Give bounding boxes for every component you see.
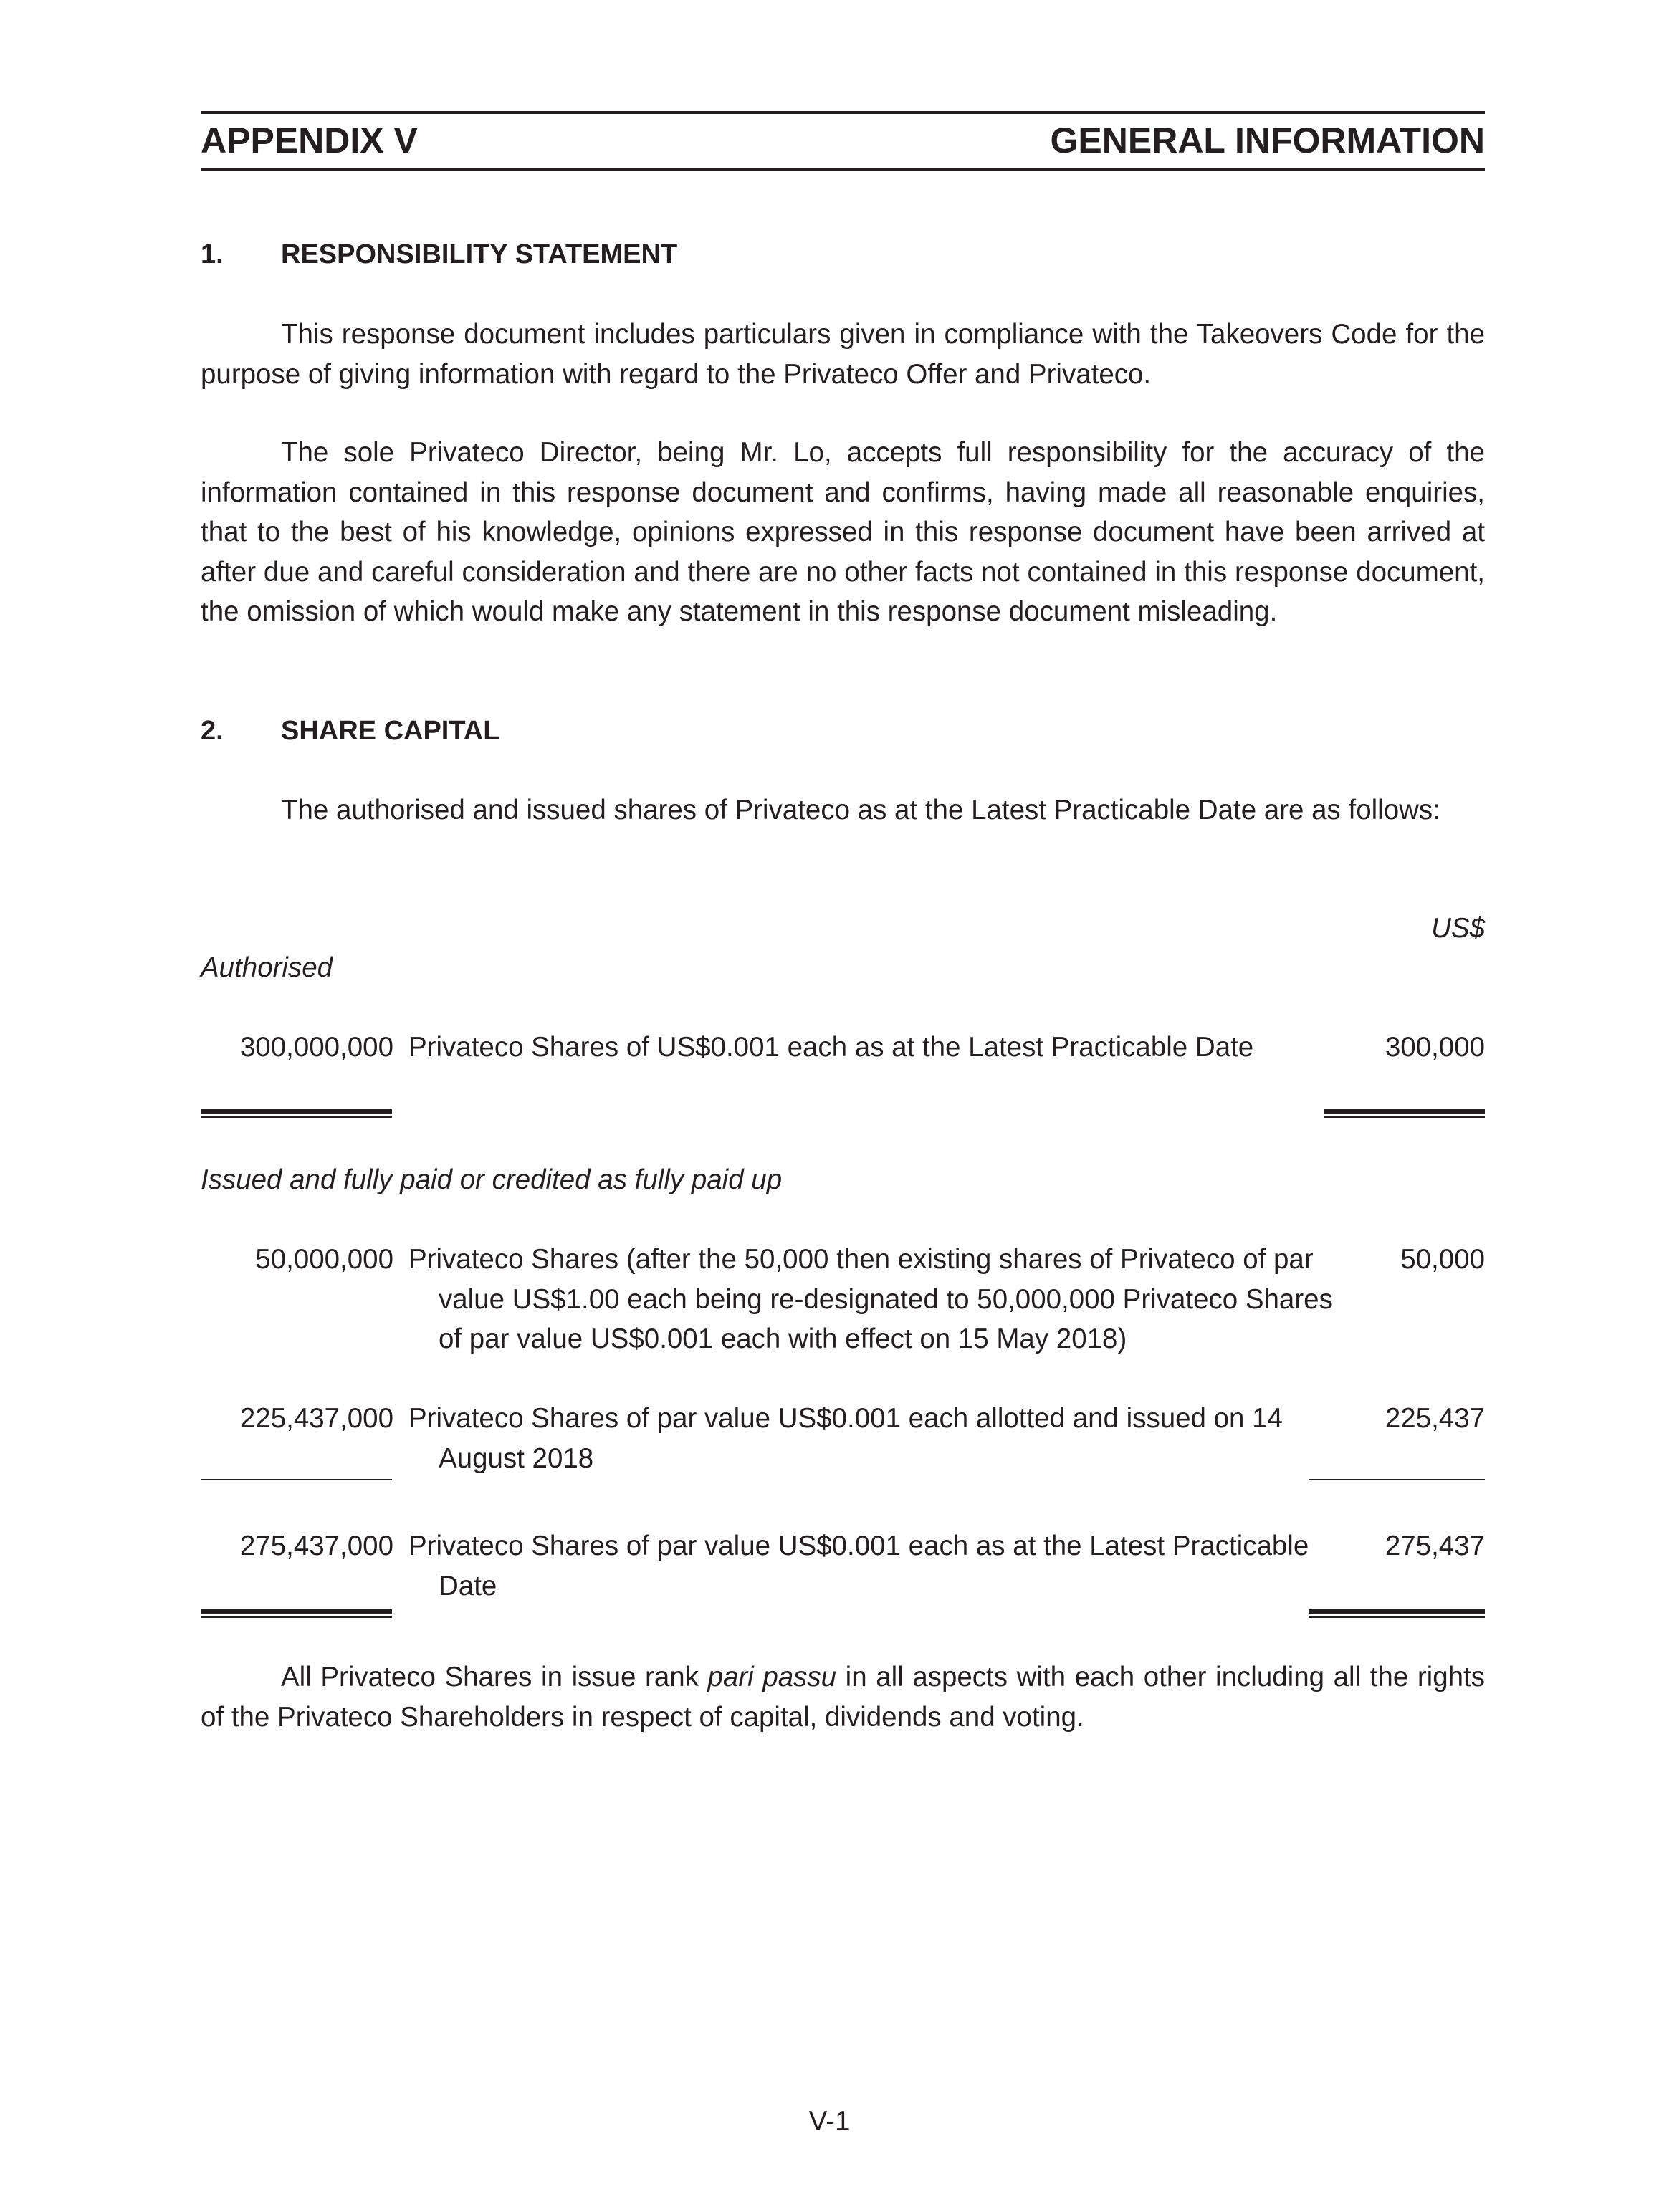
issued-row-1-amount: 50,000	[1400, 1244, 1485, 1275]
subtotal-amount-rule	[1309, 1479, 1485, 1480]
issued-row-2-description: Privateco Shares of par value US$0.001 each allotted and issued on 14 August 2018	[408, 1403, 1283, 1474]
total-amount-double-rule	[1309, 1609, 1485, 1619]
closing-text-start: All Privateco Shares in issue rank	[281, 1662, 708, 1692]
section-1-title: RESPONSIBILITY STATEMENT	[281, 239, 678, 269]
responsibility-paragraph-2: The sole Privateco Director, being Mr. Lo, accepts full responsibility for the accuracy of the information contained in this response document and confirms, having made all reasonable enquiries, that to the best of his knowledge, opinions expressed in this response document have been arrived at after due and careful consideration and there are no other facts not contained in this response document, the omission of which would make any statement in this response document misleading.	[201, 437, 1485, 627]
section-2-title: SHARE CAPITAL	[281, 716, 500, 746]
authorised-shares: 300,000,000	[239, 1032, 393, 1063]
authorised-shares-double-rule	[201, 1109, 392, 1119]
issued-total-shares: 275,437,000	[239, 1531, 393, 1561]
section-heading: GENERAL INFORMATION	[1050, 120, 1485, 161]
issued-row-1-description: Privateco Shares (after the 50,000 then existing shares of Privateco of par value US$1.00 each being re-designated to 50,000,000 Privateco Shares of par value US$0.001 each with effect on 15 May 2018)	[408, 1244, 1333, 1354]
pari-passu-paragraph	[201, 1657, 1485, 1737]
header-bottom-rule	[201, 168, 1485, 171]
authorised-description: Privateco Shares of US$0.001 each as at the Latest Practicable Date	[408, 1032, 1254, 1063]
issued-label: Issued and fully paid or credited as fully paid up	[201, 1164, 783, 1195]
appendix-title: APPENDIX V	[201, 120, 418, 161]
issued-row-2-amount: 225,437	[1385, 1403, 1485, 1434]
share-capital-intro: The authorised and issued shares of Privateco as at the Latest Practicable Date are as follows:	[281, 795, 1440, 825]
pari-passu-term: pari passu	[707, 1662, 837, 1692]
section-2-number: 2.	[201, 716, 224, 746]
issued-total-amount: 275,437	[1385, 1531, 1485, 1561]
issued-row-1-shares: 50,000,000	[255, 1244, 393, 1275]
header-top-rule	[201, 111, 1485, 114]
responsibility-paragraph-1: This response document includes particulars given in compliance with the Takeovers Code for the purpose of giving information with regard to the Privateco Offer and Privateco.	[201, 319, 1485, 390]
authorised-amount-double-rule	[1324, 1109, 1485, 1119]
section-1-number: 1.	[201, 239, 224, 269]
page-number: V-1	[808, 2106, 851, 2137]
authorised-amount: 300,000	[1385, 1032, 1485, 1063]
issued-row-2-shares: 225,437,000	[239, 1403, 393, 1434]
authorised-label: Authorised	[201, 952, 333, 983]
currency-column-header: US$	[1431, 913, 1485, 944]
subtotal-shares-rule	[201, 1479, 392, 1480]
total-shares-double-rule	[201, 1609, 392, 1619]
closing-text-end: in all aspects with each other including all the rights of the Privateco Shareholders in respect of capital, dividends and voting.	[201, 1662, 1485, 1733]
issued-total-description: Privateco Shares of par value US$0.001 each as at the Latest Practicable Date	[408, 1531, 1309, 1601]
